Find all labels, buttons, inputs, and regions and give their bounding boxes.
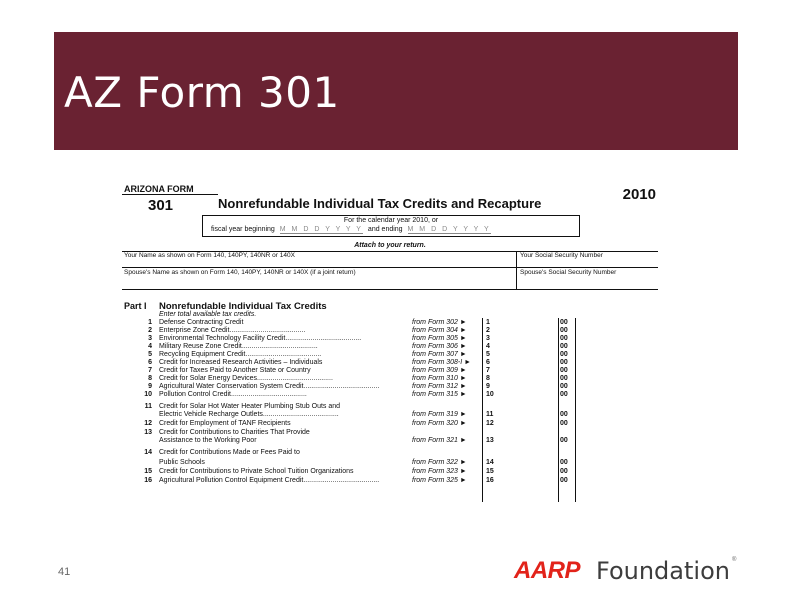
period-line-2 bbox=[211, 226, 494, 234]
tax-period-box bbox=[202, 215, 580, 237]
attach-note: Attach to your return. bbox=[354, 242, 426, 249]
spouse-ssn-label: Spouse's Social Security Number bbox=[520, 269, 617, 276]
ssn-divider bbox=[516, 251, 517, 289]
registered-mark: ® bbox=[732, 557, 737, 563]
form-number: 301 bbox=[148, 197, 174, 214]
foundation-wordmark: Foundation bbox=[596, 557, 730, 585]
period-line-1: For the calendar year 2010, or bbox=[343, 217, 439, 224]
cents-divider bbox=[558, 318, 559, 502]
part-subtitle: Enter total available tax credits. bbox=[159, 311, 257, 318]
form-label-rule bbox=[122, 194, 218, 195]
aarp-logo-mark: AARP bbox=[514, 557, 581, 584]
spouse-name-label: Spouse's Name as shown on Form 140, 140PY, 140NR or 140X (if a joint return) bbox=[124, 269, 356, 276]
period-begin-date: M M D D Y Y Y Y bbox=[279, 226, 363, 233]
form-title: Nonrefundable Individual Tax Credits and Recapture bbox=[218, 196, 542, 211]
rule-bottom bbox=[122, 289, 658, 290]
period-end-label: and ending bbox=[367, 226, 403, 233]
az-form-301-image: ARIZONA FORM 301 Nonrefundable Individual Tax Credits and Recapture 2010 For the calendar year 2010, or fiscal year beginning M M D D Y Y Y Y and ending M M D D Y Y Y Y Attach to your return. Your Name as shown on Form 140, 140PY, 140NR or 140X Your Social Security Number Spouse's Name as shown on Form 140, 140PY, 140NR or 140X (if a joint return) Spouse's Social Security Number Part I Nonrefundable Individual Tax Credits Enter total available tax credits. 1 Defense Contracting Credit from Form 302 ► 1 00 2 Enterprise Zone Credit....................................... from Form 304 ► 2 00 3 Environmental Technology Facility Credit....................................... from Form 305 ► 3 00 4 Military Reuse Zone Credit....................................... from Form 306 ► 4 00 5 Recycling Equipment Credit....................................... from Form 307 ► 5 00 6 Credit for Increased Research Activities – Individuals from Form 308-I ► 6 00 7 Credit for Taxes Paid to Another State or Country from Form 309 ► 7 00 8 Credit for Solar Energy Devices....................................... from Form 310 ► 8 00 9 Agricultural Water Conservation System Credit....................................... from Form 312 ► 9 00 10 Pollution Control Credit....................................... from Form 315 ► 10 00 11 Credit for Solar Hot Water Heater Plumbing Stub Outs and Electric Vehicle Recharge Outlets....................................... from Form 319 ► 11 00 12 Credit for Employment of TANF Recipients from Form 320 ► 12 00 13 Credit for Contributions to Charities That Provide Assistance to the Working Poor from Form 321 ► 13 00 14 Credit for Contributions Made or Fees Paid to Public Schools from Form 322 ► 14 00 15 Credit for Contributions to Private School Tuition Organizations from Form 323 ► 15 00 16 Agricultural Pollution Control Equipment Credit....................................... from Form 325 ► 16 00 bbox=[122, 180, 658, 502]
rule-mid bbox=[122, 267, 658, 268]
title-banner bbox=[54, 32, 738, 150]
form-year: 2010 bbox=[622, 186, 656, 203]
state-form-label: ARIZONA FORM bbox=[124, 184, 194, 194]
part-title: Nonrefundable Individual Tax Credits bbox=[159, 301, 327, 312]
part-label: Part I bbox=[124, 301, 147, 311]
slide-title: AZ Form 301 bbox=[64, 68, 340, 117]
name-label: Your Name as shown on Form 140, 140PY, 140NR or 140X bbox=[124, 252, 295, 259]
slide-number: 41 bbox=[58, 566, 71, 578]
ssn-label: Your Social Security Number bbox=[520, 252, 603, 259]
aarp-foundation-logo bbox=[500, 557, 740, 587]
period-begin-label: fiscal year beginning bbox=[211, 226, 275, 233]
period-end-date: M M D D Y Y Y Y bbox=[407, 226, 491, 233]
